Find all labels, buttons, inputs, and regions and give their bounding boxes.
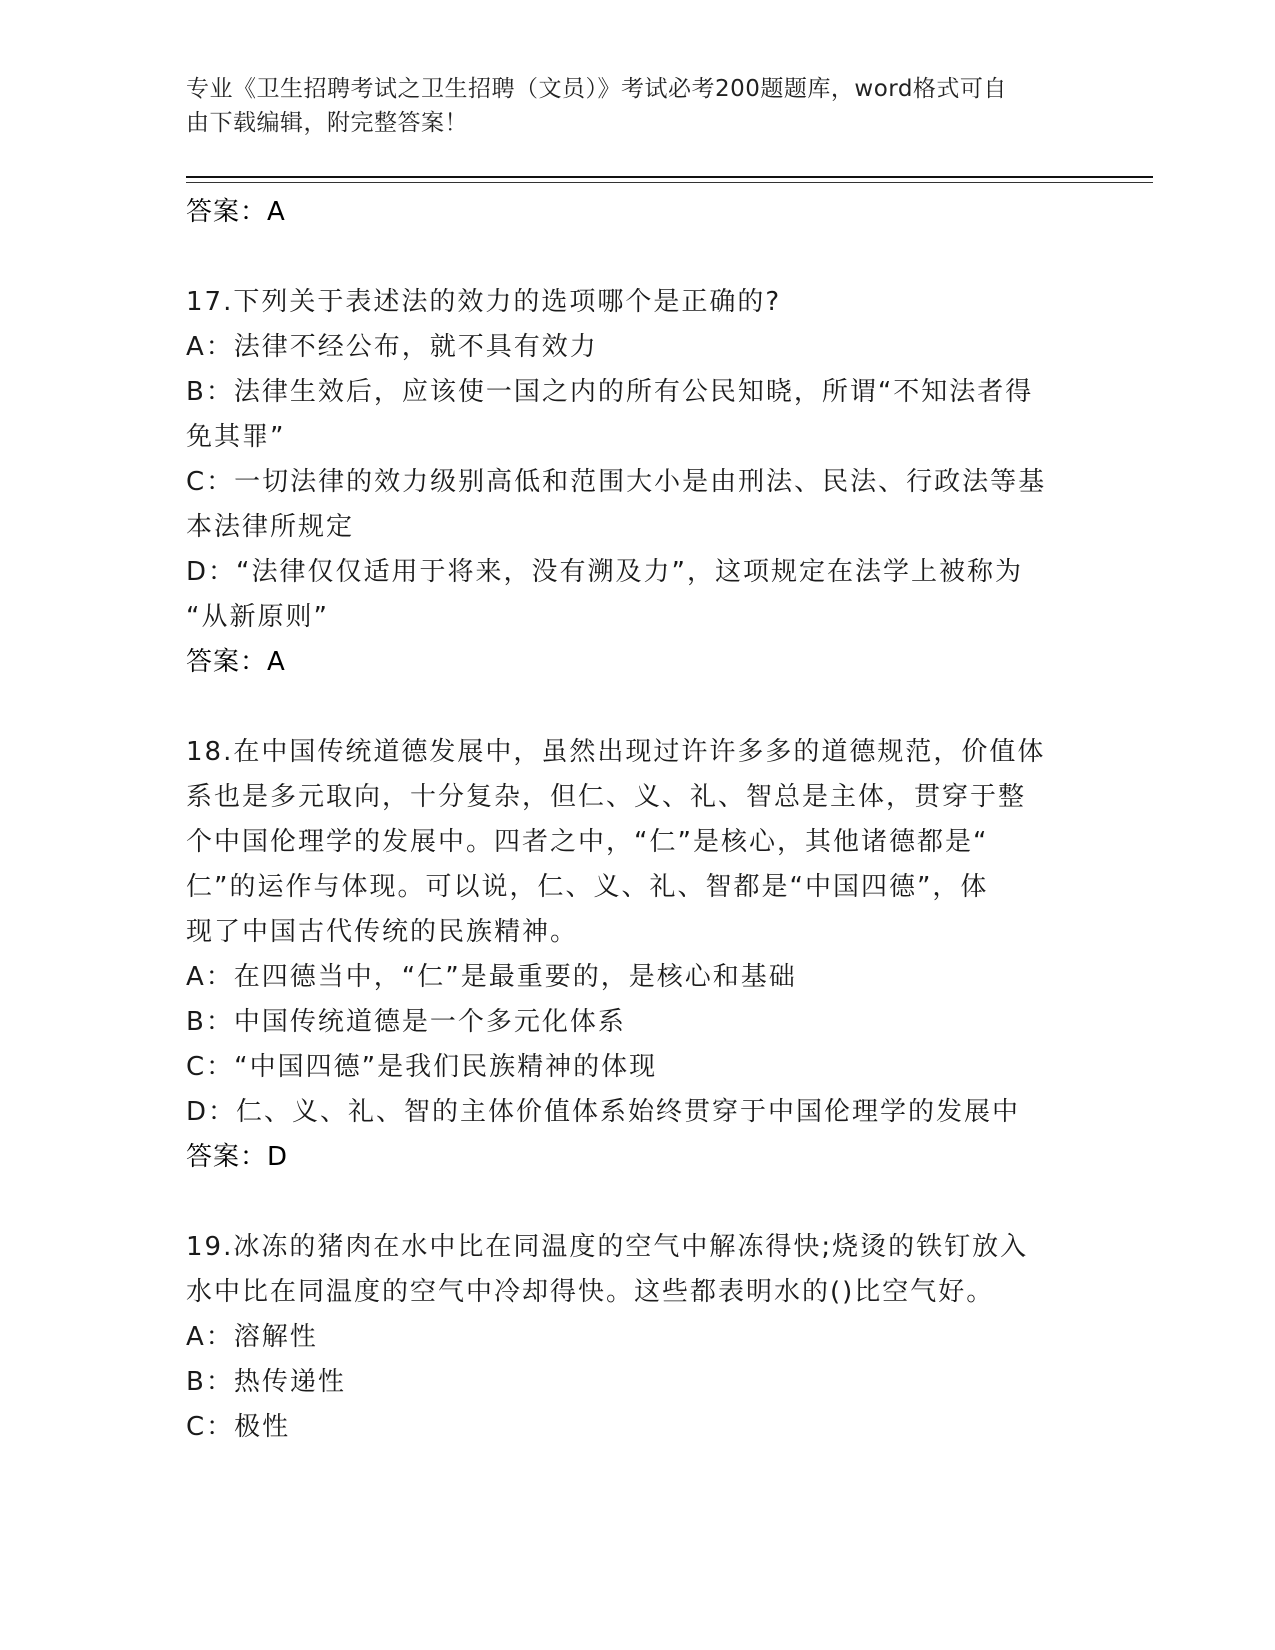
- question-18: [186, 730, 1086, 1180]
- option-d: D：“法律仅仅适用于将来，没有溯及力”，这项规定在法学上被称为: [186, 557, 1023, 587]
- question-text: 17.下列关于表述法的效力的选项哪个是正确的?: [186, 287, 782, 317]
- option-c-continued: 本法律所规定: [186, 512, 355, 542]
- option-b: B：法律生效后，应该使一国之内的所有公民知晓，所谓“不知法者得: [186, 377, 1034, 407]
- question-text: 19.冰冻的猪肉在水中比在同温度的空气中解冻得快;烧烫的铁钉放入: [186, 1232, 1029, 1262]
- question-text-continued: 个中国伦理学的发展中。四者之中，“仁”是核心，其他诸德都是“: [186, 827, 989, 857]
- option-d-continued: “从新原则”: [186, 602, 329, 632]
- header-divider-thick: [186, 176, 1153, 178]
- option-a: A：在四德当中，“仁”是最重要的，是核心和基础: [186, 962, 797, 992]
- answer-q18: 答案：D: [186, 1142, 289, 1172]
- question-17: [186, 280, 1086, 685]
- header-line-1: 专业《卫生招聘考试之卫生招聘（文员）》考试必考200题题库，word格式可自: [186, 76, 1007, 102]
- spacer: [186, 235, 1086, 280]
- answer-q16: 答案：A: [186, 197, 286, 227]
- option-c: C：极性: [186, 1412, 291, 1442]
- question-text-continued: 仁”的运作与体现。可以说，仁、义、礼、智都是“中国四德”，体: [186, 872, 989, 902]
- option-c: C：一切法律的效力级别高低和范围大小是由刑法、民法、行政法等基: [186, 467, 1047, 497]
- question-text-continued: 现了中国古代传统的民族精神。: [186, 917, 579, 947]
- answer-q17: 答案：A: [186, 647, 286, 677]
- option-b: B：中国传统道德是一个多元化体系: [186, 1007, 626, 1037]
- option-a: A：溶解性: [186, 1322, 318, 1352]
- spacer: [186, 685, 1086, 730]
- header-line-2: 由下载编辑，附完整答案！: [186, 110, 468, 136]
- option-a: A：法律不经公布，就不具有效力: [186, 332, 598, 362]
- spacer: [186, 1180, 1086, 1225]
- document-body: [186, 190, 1086, 1450]
- question-19: [186, 1225, 1086, 1450]
- option-c: C：“中国四德”是我们民族精神的体现: [186, 1052, 658, 1082]
- option-d: D：仁、义、礼、智的主体价值体系始终贯穿于中国伦理学的发展中: [186, 1097, 1021, 1127]
- option-b: B：热传递性: [186, 1367, 346, 1397]
- question-text: 18.在中国传统道德发展中，虽然出现过许许多多的道德规范，价值体: [186, 737, 1046, 767]
- option-b-continued: 免其罪”: [186, 422, 286, 452]
- question-text-continued: 水中比在同温度的空气中冷却得快。这些都表明水的()比空气好。: [186, 1277, 995, 1307]
- document-header: [186, 72, 1066, 140]
- question-text-continued: 系也是多元取向，十分复杂，但仁、义、礼、智总是主体，贯穿于整: [186, 782, 1027, 812]
- header-divider-thin: [186, 182, 1153, 183]
